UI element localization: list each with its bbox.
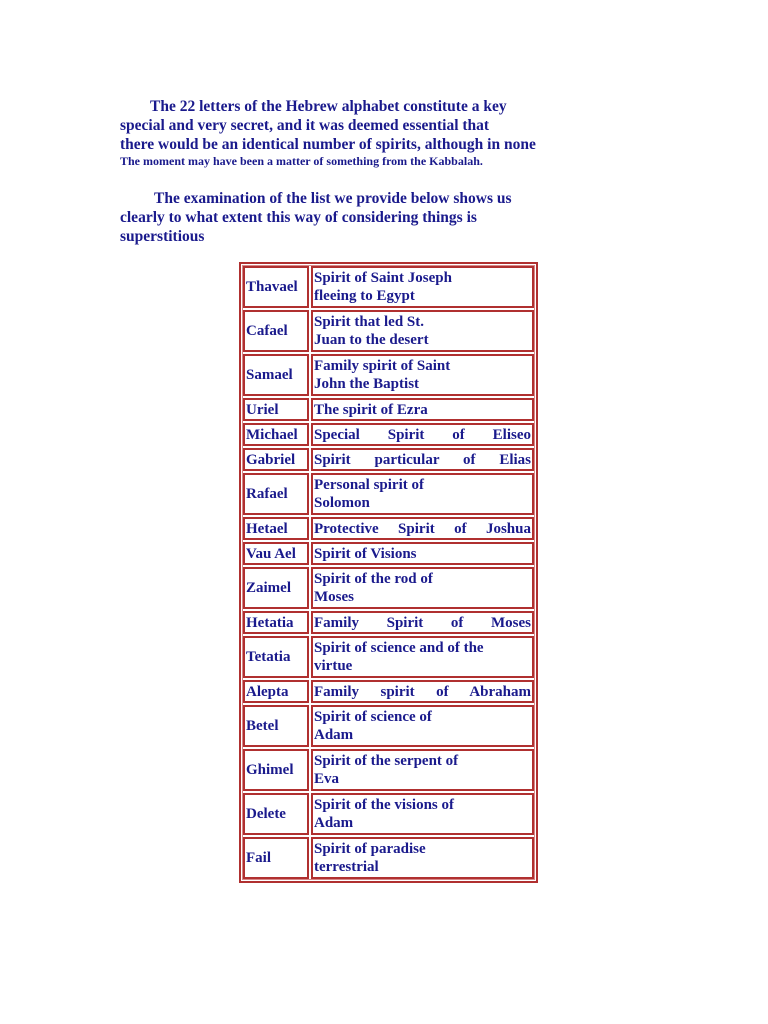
spirit-description-line: Eva bbox=[314, 771, 340, 787]
spirit-row bbox=[243, 473, 534, 515]
spirit-description-line: Spirit of science of bbox=[314, 709, 432, 725]
spirit-description-line: Family spirit of Saint bbox=[314, 358, 451, 374]
spirit-description-line: Spirit of paradise bbox=[314, 841, 426, 857]
spirit-name: Gabriel bbox=[243, 448, 309, 471]
spirit-description bbox=[311, 473, 534, 515]
spirit-description bbox=[311, 567, 534, 609]
spirit-row bbox=[243, 310, 534, 352]
spirits-table bbox=[239, 262, 538, 883]
spirit-description bbox=[311, 680, 534, 703]
spirit-description-line: Juan to the desert bbox=[314, 332, 429, 348]
spirit-description bbox=[311, 793, 534, 835]
spirit-name: Hetael bbox=[243, 517, 309, 540]
spirit-name: Samael bbox=[243, 354, 309, 396]
spirit-description-line: Solomon bbox=[314, 495, 370, 511]
spirit-row bbox=[243, 749, 534, 791]
spirit-row bbox=[243, 837, 534, 879]
spirit-description bbox=[311, 705, 534, 747]
spirit-row bbox=[243, 705, 534, 747]
spirit-description-line: John the Baptist bbox=[314, 376, 420, 392]
spirit-description bbox=[311, 448, 534, 471]
spirit-description-line: Spirit of Saint Joseph bbox=[314, 270, 452, 286]
intro-paragraph bbox=[120, 97, 560, 169]
spirits-table-body bbox=[243, 266, 534, 879]
spirit-row bbox=[243, 517, 534, 540]
spirit-description-line: Spirit of Visions bbox=[314, 545, 417, 562]
spirit-description-line: Family Spirit of Moses bbox=[314, 614, 531, 631]
spirit-description bbox=[311, 611, 534, 634]
intro-line-1: The 22 letters of the Hebrew alphabet constitute a key bbox=[150, 98, 507, 115]
spirit-description-line: Spirit of the rod of bbox=[314, 571, 433, 587]
spirit-description-line: fleeing to Egypt bbox=[314, 288, 415, 304]
examination-line-1: The examination of the list we provide below shows us bbox=[154, 190, 512, 207]
spirit-row bbox=[243, 636, 534, 678]
spirit-description-line: Special Spirit of Eliseo bbox=[314, 426, 531, 443]
spirit-name: Tetatia bbox=[243, 636, 309, 678]
spirit-description-line: Personal spirit of bbox=[314, 477, 424, 493]
examination-paragraph bbox=[120, 189, 560, 246]
spirit-description-line: The spirit of Ezra bbox=[314, 401, 428, 418]
spirit-row bbox=[243, 567, 534, 609]
spirit-description bbox=[311, 636, 534, 678]
examination-line-2: clearly to what extent this way of considering things is bbox=[120, 209, 477, 226]
examination-line-3: superstitious bbox=[120, 228, 205, 245]
spirit-description-line: Spirit particular of Elias bbox=[314, 451, 531, 468]
spirit-row bbox=[243, 680, 534, 703]
spirit-name: Alepta bbox=[243, 680, 309, 703]
intro-small-line: The moment may have been a matter of something from the Kabbalah. bbox=[120, 154, 483, 168]
spirit-name: Uriel bbox=[243, 398, 309, 421]
spirit-description bbox=[311, 749, 534, 791]
spirit-description bbox=[311, 354, 534, 396]
spirit-description-line: Protective Spirit of Joshua bbox=[314, 520, 531, 537]
spirit-name: Rafael bbox=[243, 473, 309, 515]
spirit-description-line: Spirit of the serpent of bbox=[314, 753, 459, 769]
spirit-description-line: Adam bbox=[314, 727, 354, 743]
spirit-description-line: virtue bbox=[314, 658, 353, 674]
spirit-row bbox=[243, 423, 534, 446]
spirit-name: Betel bbox=[243, 705, 309, 747]
spirit-description bbox=[311, 310, 534, 352]
spirit-name: Michael bbox=[243, 423, 309, 446]
spirit-name: Cafael bbox=[243, 310, 309, 352]
spirit-description bbox=[311, 398, 534, 421]
spirit-description bbox=[311, 517, 534, 540]
spirit-description bbox=[311, 423, 534, 446]
spirit-description bbox=[311, 837, 534, 879]
spirit-description-line: Moses bbox=[314, 589, 354, 605]
spirit-description-line: Family spirit of Abraham bbox=[314, 683, 531, 700]
spirit-name: Zaimel bbox=[243, 567, 309, 609]
intro-line-3: there would be an identical number of spirits, although in none bbox=[120, 136, 536, 153]
spirit-description-line: terrestrial bbox=[314, 859, 379, 875]
spirit-row bbox=[243, 354, 534, 396]
spirit-name: Vau Ael bbox=[243, 542, 309, 565]
spirit-name: Thavael bbox=[243, 266, 309, 308]
spirit-row bbox=[243, 793, 534, 835]
spirit-name: Hetatia bbox=[243, 611, 309, 634]
spirit-name: Delete bbox=[243, 793, 309, 835]
spirit-description bbox=[311, 266, 534, 308]
spirit-row bbox=[243, 448, 534, 471]
spirit-name: Fail bbox=[243, 837, 309, 879]
spirit-name: Ghimel bbox=[243, 749, 309, 791]
intro-line-2: special and very secret, and it was deemed essential that bbox=[120, 117, 490, 134]
spirit-row bbox=[243, 398, 534, 421]
spirit-description-line: Spirit of the visions of bbox=[314, 797, 455, 813]
spirit-row bbox=[243, 266, 534, 308]
spirit-description-line: Spirit that led St. bbox=[314, 314, 425, 330]
spirit-description-line: Adam bbox=[314, 815, 354, 831]
spirit-description-line: Spirit of science and of the bbox=[314, 640, 484, 656]
spirit-description bbox=[311, 542, 534, 565]
spirit-row bbox=[243, 611, 534, 634]
spirit-row bbox=[243, 542, 534, 565]
